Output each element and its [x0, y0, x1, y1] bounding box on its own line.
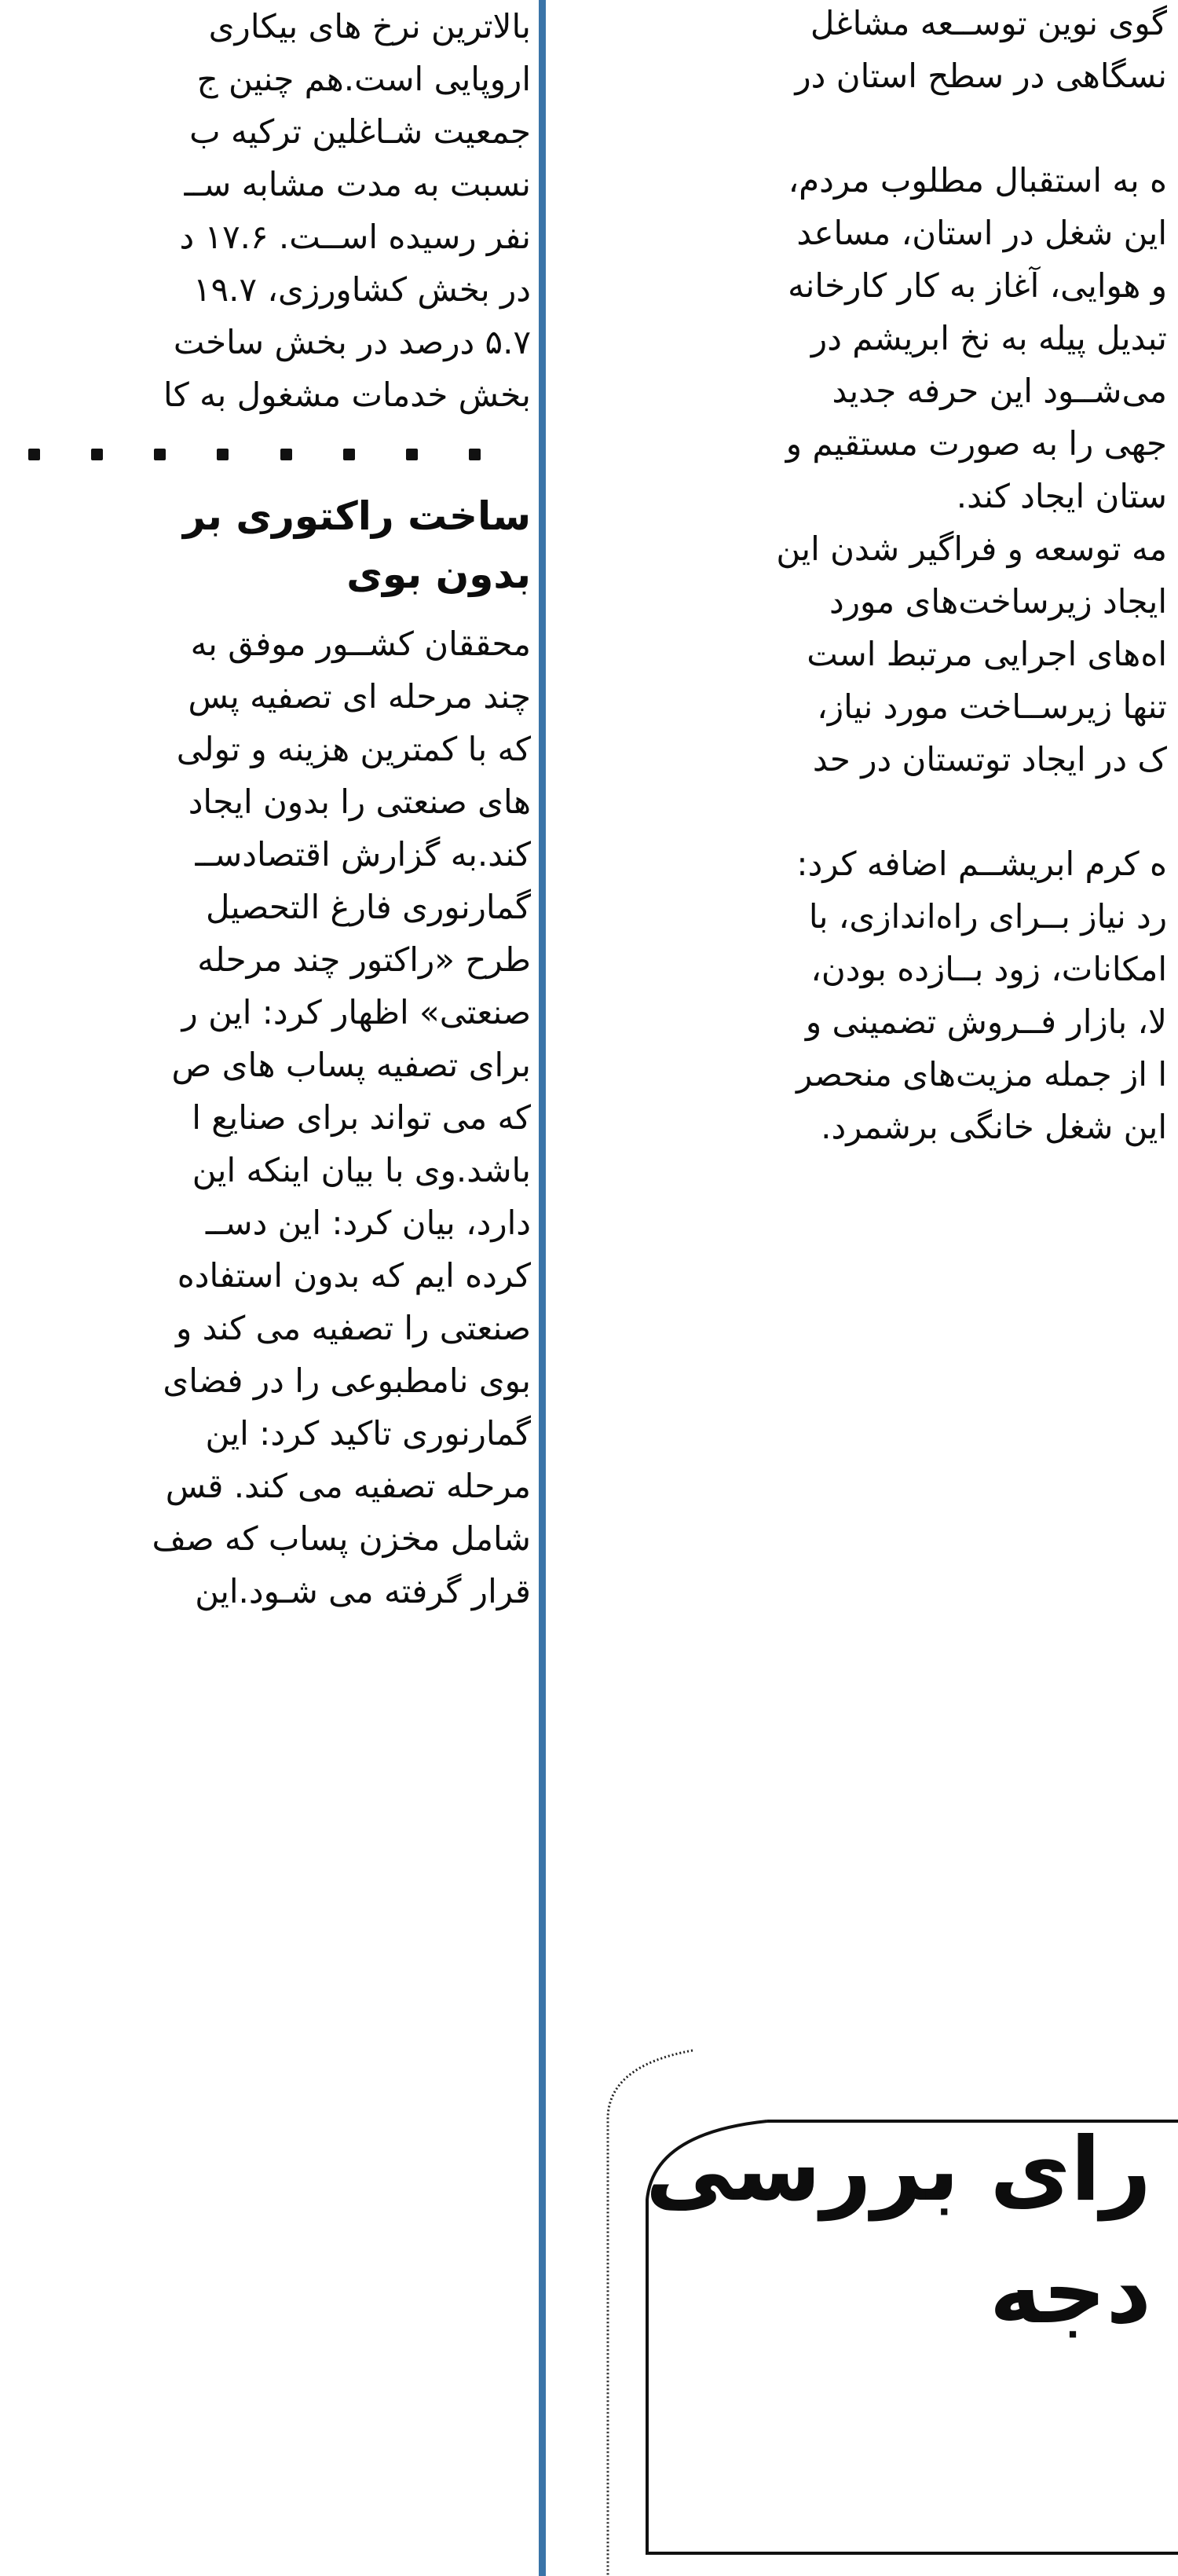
- callout-title: رای بررسی دجه: [645, 2119, 1151, 2343]
- column-divider: [539, 0, 546, 2576]
- separator-dot: [406, 449, 418, 460]
- silk-article-paragraph-3: ه کرم ابریشــم اضافه کرد: رد نیاز بــرای راه‌اندازی، با امکانات، زود بــازده بودن، لا، بازار فــروش تضمینی و ا از جمله مزیت‌های منحصر این شغل خانگی برشمرد.: [796, 845, 1167, 1146]
- separator-dot: [280, 449, 292, 460]
- section-separator-dots: [0, 421, 536, 487]
- silk-article-paragraph-1: گوی نوین توســعه مشاغل نسگاهی در سطح استان در: [795, 4, 1167, 95]
- callout-box: [591, 1917, 1178, 2576]
- separator-dot: [154, 449, 166, 460]
- reactor-article-headline: ساخت راکتوری بر بدون بوی: [183, 493, 531, 597]
- separator-dot: [28, 449, 40, 460]
- separator-dot: [217, 449, 229, 460]
- silk-article-paragraph-2: ه به استقبال مطلوب مردم، این شغل در استان، مساعد و هوایی، آغاز به کار کارخانه تبدیل پیله به نخ ابریشم در می‌شــود این حرفه جدید جهی را به صورت مستقیم و ستان ایجاد کند. مه توسعه و فراگیر شدن این ایجاد زیرساخت‌های مورد اه‌های اجرایی مرتبط است تنها زیرســاخت مورد نیاز، ک در ایجاد توتستان در حد: [776, 161, 1167, 779]
- separator-dot: [469, 449, 481, 460]
- unemployment-paragraph: بالاترین نرخ های بیکاری اروپایی است.هم چنین ج جمعیت شـاغلین ترکیه ب نسبت به مدت مشابه ســ نفر رسیده اســت. ۱۷.۶ د در بخش کشاورزی، ۱۹.۷ ۵.۷ درصد در بخش ساخت بخش خدمات مشغول به کا: [163, 7, 531, 414]
- left-article-column: [0, 0, 536, 2576]
- separator-dot: [91, 449, 103, 460]
- separator-dot: [343, 449, 355, 460]
- reactor-article-body: محققان کشــور موفق به چند مرحله ای تصفیه پس که با کمترین هزینه و تولی های صنعتی را بدون ایجاد کند.به گزارش اقتصادســ گمارنوری فارغ التحصیل طرح «راکتور چند مرحله صنعتی» اظهار کرد: این ر برای تصفیه پساب های ص که می تواند برای صنایع ا باشد.وی با بیان اینکه این دارد، بیان کرد: این دســ کرده ایم که بدون استفاده صنعتی را تصفیه می کند و بوی نامطبوعی را در فضای گمارنوری تاکید کرد: این مرحله تصفیه می کند. قس شامل مخزن پساب که صف قرار گرفته می شـود.این: [152, 625, 531, 1610]
